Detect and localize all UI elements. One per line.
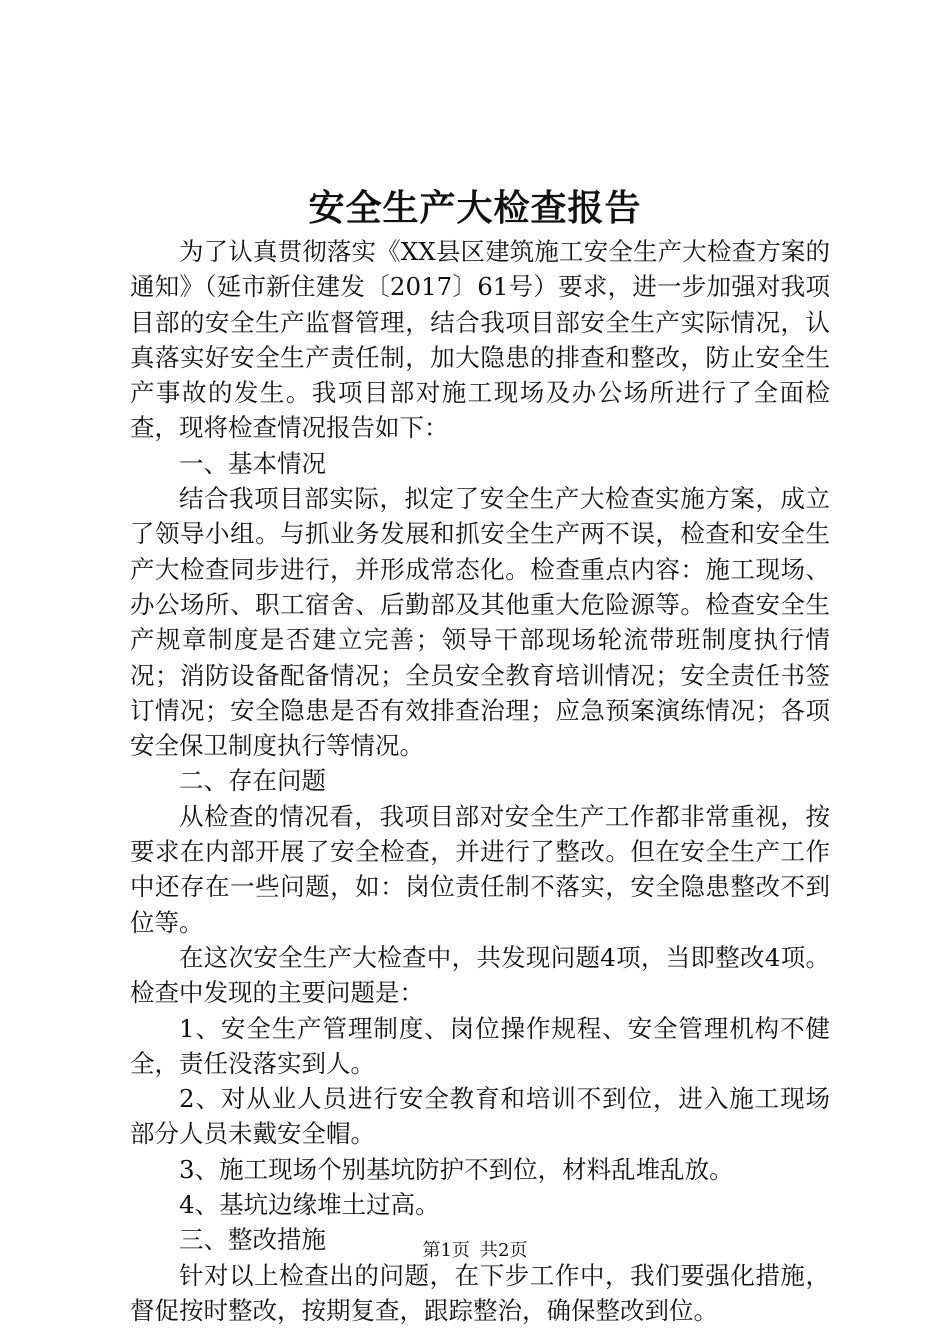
section-heading-rectification: 三、整改措施 — [179, 1225, 326, 1255]
existing-problems-paragraph: 从检查的情况看，我项目部对安全生产工作都非常重视，按要求在内部开展了安全检查，并进行了整改。但在安全生产工作中还存在一些问题，如：岗位责任制不落实，安全隐患整改不到位等。 — [130, 801, 830, 937]
page-footer — [0, 1238, 950, 1264]
rectification-paragraph: 针对以上检查出的问题，在下步工作中，我们要强化措施，督促按时整改，按期复查，跟踪整治，确保整改到位。 — [130, 1260, 830, 1325]
problem-item-3: 3、施工现场个别基坑防护不到位，材料乱堆乱放。 — [179, 1154, 734, 1184]
section-heading-existing-problems: 二、存在问题 — [179, 766, 326, 796]
section-heading-basic-situation: 一、基本情况 — [179, 448, 326, 478]
page-number-total: 共2页 — [480, 1240, 528, 1261]
basic-situation-paragraph: 结合我项目部实际，拟定了安全生产大检查实施方案，成立了领导小组。与抓业务发展和抓安全生产两不误，检查和安全生产大检查同步进行，并形成常态化。检查重点内容：施工现场、办公场所、职工宿舍、后勤部及其他重大危险源等。检查安全生产规章制度是否建立完善；领导干部现场轮流带班制度执行情况；消防设备配备情况；全员安全教育培训情况；安全责任书签订情况；安全隐患是否有效排查治理；应急预案演练情况；各项安全保卫制度执行等情况。 — [130, 484, 830, 761]
problems-summary-paragraph: 在这次安全生产大检查中，共发现问题4项，当即整改4项。检查中发现的主要问题是： — [130, 942, 830, 1008]
page-number-current: 第1页 — [422, 1240, 470, 1261]
problem-item-2: 2、对从业人员进行安全教育和培训不到位，进入施工现场部分人员未戴安全帽。 — [130, 1084, 830, 1149]
document-title: 安全生产大检查报告 — [308, 187, 642, 229]
problem-item-1: 1、安全生产管理制度、岗位操作规程、安全管理机构不健全，责任没落实到人。 — [130, 1013, 830, 1078]
intro-paragraph: 为了认真贯彻落实《XX县区建筑施工安全生产大检查方案的通知》（延市新住建发〔2017〕61号）要求，进一步加强对我项目部的安全生产监督管理，结合我项目部安全生产实际情况，认真落实好安全生产责任制，加大隐患的排查和整改，防止安全生产事故的发生。我项目部对施工现场及办公场所进行了全面检查，现将检查情况报告如下： — [130, 237, 830, 443]
problem-item-4: 4、基坑边缘堆土过高。 — [179, 1190, 440, 1220]
document-body — [130, 234, 830, 1328]
